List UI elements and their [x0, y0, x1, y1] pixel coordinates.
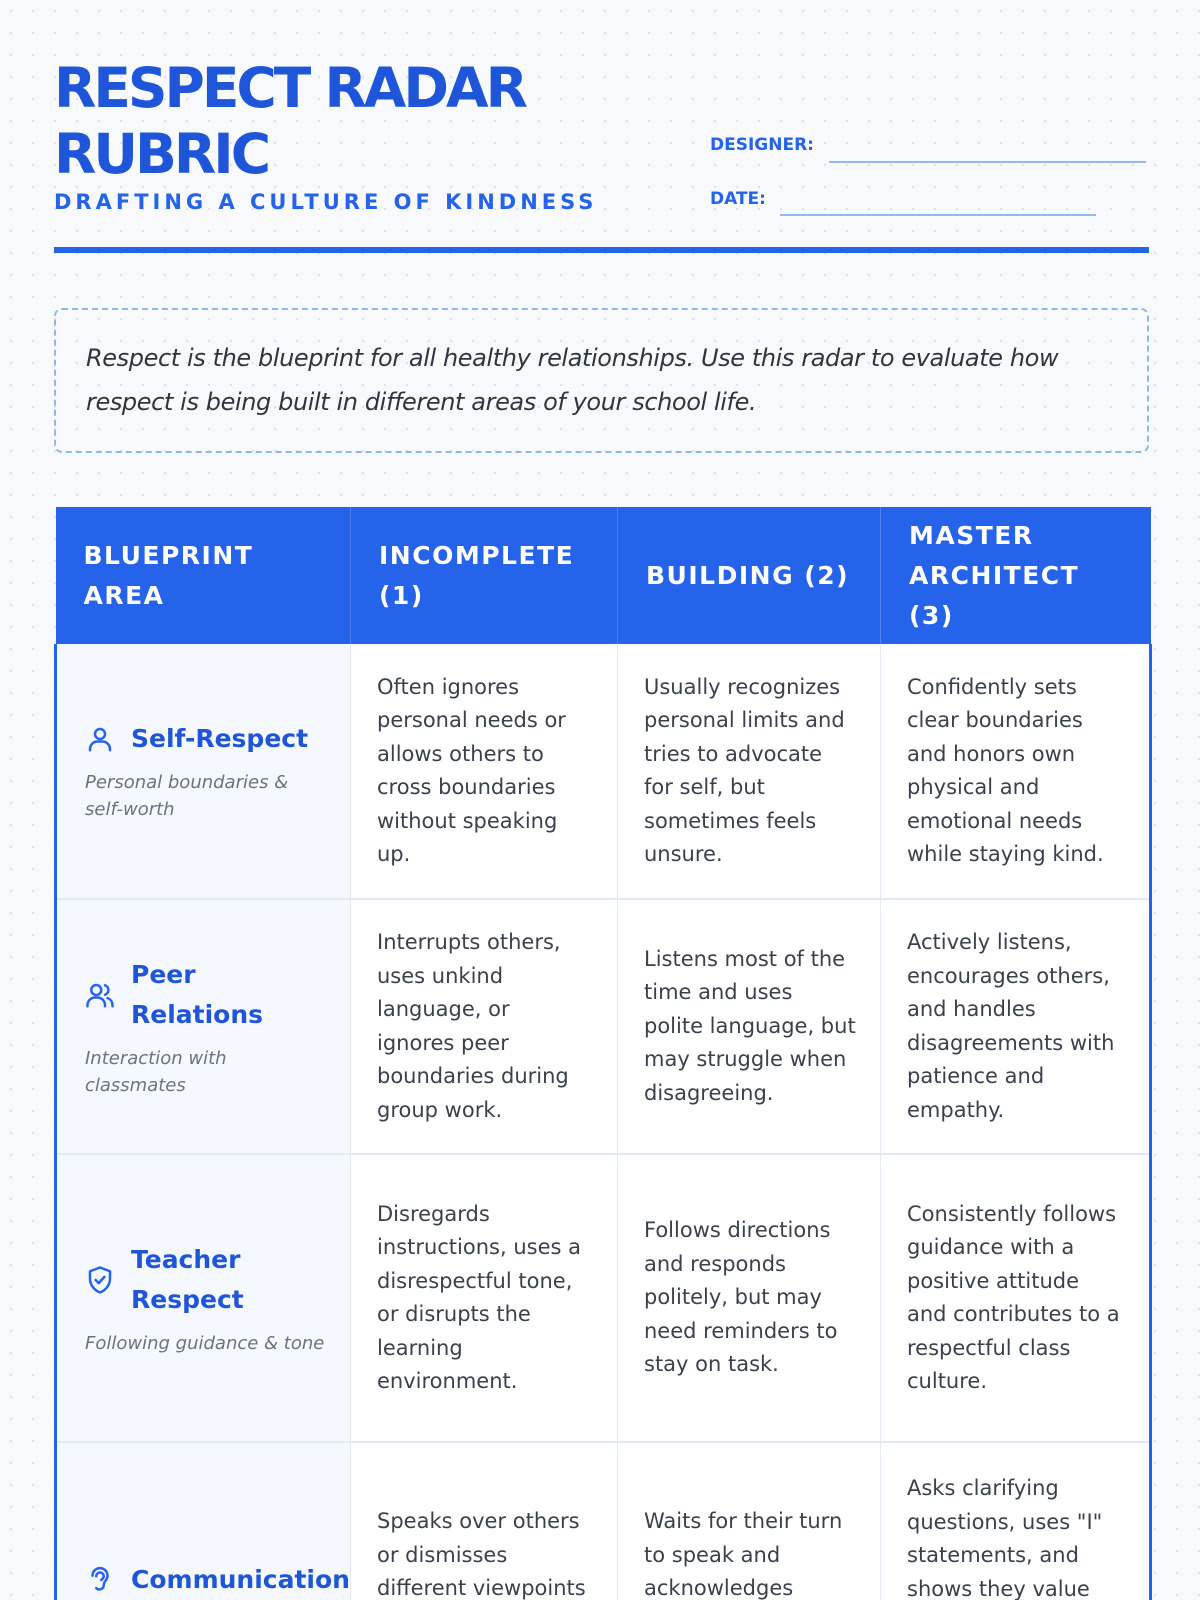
incomplete-cell: Speaks over others or dismisses different viewpoints: [351, 1442, 618, 1600]
area-name: Communication: [131, 1565, 350, 1594]
area-cell: [56, 1154, 351, 1442]
user-icon: [85, 724, 115, 754]
ear-icon: [85, 1565, 115, 1595]
date-label: DATE:: [710, 189, 766, 209]
area-cell: [56, 899, 351, 1154]
intro-box: [54, 308, 1149, 453]
building-cell: Follows directions and responds politely, but may need reminders to stay on task.: [618, 1154, 881, 1442]
column-header-building: BUILDING (2): [618, 507, 881, 644]
column-header-incomplete: INCOMPLETE (1): [351, 507, 618, 644]
area-cell: [56, 644, 351, 899]
date-field[interactable]: [780, 214, 1096, 216]
designer-field[interactable]: [829, 161, 1146, 163]
area-description: Following guidance & tone: [85, 1332, 325, 1354]
column-header-master: MASTER ARCHITECT (3): [881, 507, 1151, 644]
rubric-row-self-respect: [56, 644, 1151, 899]
incomplete-cell: Disregards instructions, uses a disrespectful tone, or disrupts the learning environment.: [351, 1154, 618, 1442]
incomplete-cell: Often ignores personal needs or allows others to cross boundaries without speaking up.: [351, 644, 618, 899]
building-cell: Listens most of the time and uses polite language, but may struggle when disagreeing.: [618, 899, 881, 1154]
rubric-row-teacher-respect: [56, 1154, 1151, 1442]
header-divider: [54, 247, 1149, 253]
building-cell: Usually recognizes personal limits and tries to advocate for self, but sometimes feels unsure.: [618, 644, 881, 899]
area-name: Peer Relations: [131, 959, 264, 1029]
column-header-area: BLUEPRINT AREA: [56, 507, 351, 644]
rubric-row-communication: [56, 1442, 1151, 1600]
master-cell: Confidently sets clear boundaries and honors own physical and emotional needs while staying kind.: [881, 644, 1151, 899]
rubric-row-peer-relations: [56, 899, 1151, 1154]
area-description: Personal boundaries & self-worth: [85, 772, 289, 820]
master-cell: Consistently follows guidance with a positive attitude and contributes to a respectful class culture.: [881, 1154, 1151, 1442]
building-cell: Waits for their turn to speak and acknowledges: [618, 1442, 881, 1600]
rubric-table: [54, 507, 1152, 1600]
area-name: Self-Respect: [131, 724, 309, 753]
page-header: [54, 55, 1146, 255]
rubric-header-row: [56, 507, 1151, 644]
area-description: Interaction with classmates: [85, 1047, 227, 1096]
shield-check-icon: [85, 1265, 115, 1295]
master-cell: Actively listens, encourages others, and handles disagreements with patience and empathy.: [881, 899, 1151, 1154]
master-cell: Asks clarifying questions, uses "I" statements, and shows they value: [881, 1442, 1151, 1600]
users-icon: [85, 980, 115, 1010]
designer-label: DESIGNER:: [710, 135, 814, 155]
page-subtitle: DRAFTING A CULTURE OF KINDNESS: [54, 190, 598, 214]
page-title: RESPECT RADAR RUBRIC: [54, 56, 525, 186]
incomplete-cell: Interrupts others, uses unkind language, or ignores peer boundaries during group work.: [351, 899, 618, 1154]
area-name: Teacher Respect: [131, 1244, 244, 1314]
area-cell: [56, 1442, 351, 1600]
intro-text: Respect is the blueprint for all healthy relationships. Use this radar to evaluate how respect is being built in different areas of your school life.: [86, 344, 1059, 416]
